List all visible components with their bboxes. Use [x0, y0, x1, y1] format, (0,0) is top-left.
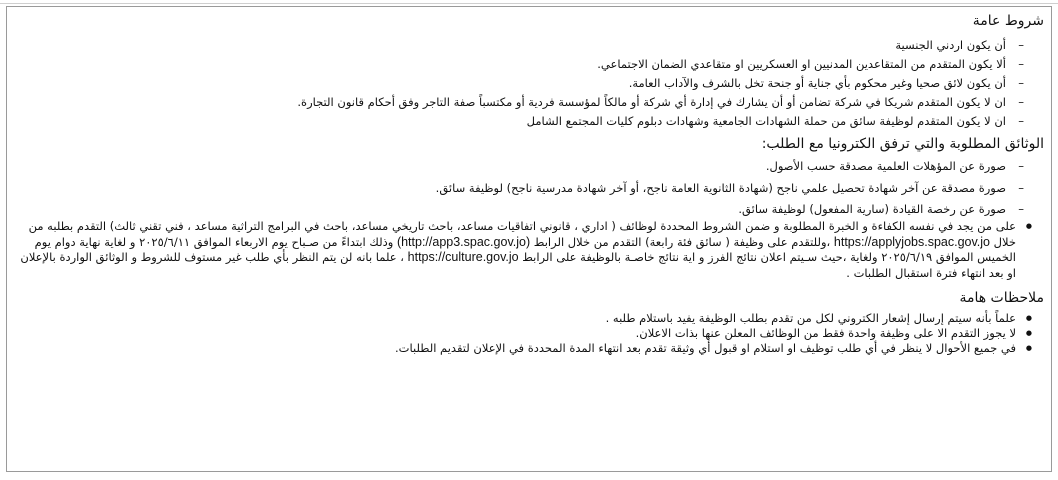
notice-text-2: ،وللتقدم على وظيفة ( سائق فئة رابعة) التقدم من خلال الرابط: [533, 234, 831, 249]
notice-text-1: على من يجد في نفسه الكفاءة و الخبرة المطلوبة و ضمن الشروط المحددة لوظائف ( اداري ، قانوني اتفاقيات مساعد، باحث تاريخي مساعد، باحث في البرامج التراثية مساعد ، فني تقني ثالث) التقدم بطلبه من خلال: [28, 219, 1016, 249]
list-item: – أن يكون اردني الجنسية: [14, 36, 1024, 55]
list-item: ● في جميع الأحوال لا ينظر في أي طلب توظيف او استلام او قبول أي وثيقة تقدم بعد انتهاء المدة المحددة في الإعلان لتقديم الطلبات.: [14, 341, 1032, 356]
list-item: ● لا يجوز التقدم الا على وظيفة واحدة فقط من الوظائف المعلن عنها بذات الاعلان.: [14, 326, 1032, 341]
application-notice: [14, 219, 1032, 281]
list-item: – ألا يكون المتقدم من المتقاعدين المدنيين او العسكريين او متقاعدي الضمان الاجتماعي.: [14, 55, 1024, 74]
important-notes-list: [14, 311, 1044, 356]
top-divider: [0, 0, 1058, 4]
list-item: ● علماً بأنه سيتم إرسال إشعار الكتروني لكل من تقدم بطلب الوظيفة يفيد باستلام طلبه .: [14, 311, 1032, 326]
list-item: – ان لا يكون المتقدم شريكا في شركة تضامن أو أن يشارك في إدارة أي شركة أو مالكاً لمؤسسة فردية أو مكتسباً صفة التاجر وفق أحكام قانون التجارة.: [14, 93, 1024, 112]
documents-list: [14, 157, 1044, 219]
list-item: – صورة عن رخصة القيادة (سارية المفعول) لوظيفة سائق.: [14, 200, 1024, 219]
general-conditions-title: شروط عامة: [972, 13, 1044, 29]
applyjobs-link[interactable]: https://applyjobs.spac.gov.jo: [833, 234, 991, 249]
culture-link[interactable]: https://culture.gov.jo: [407, 250, 519, 264]
general-conditions-list: [14, 36, 1044, 131]
app3-link[interactable]: (http://app3.spac.gov.jo): [396, 234, 531, 249]
list-item: – صورة عن المؤهلات العلمية مصدقة حسب الأصول.: [14, 157, 1024, 176]
notice-text-3: وذلك ابتداءً من صـباح يوم الاربعاء الموافق ٢٠٢٥/٦/١١ و لغاية نهاية دوام يوم الخميس الموافق ٢٠٢٥/٦/١٩ ولغاية ،حيث سـيتم اعلان نتائج الفرز و اية نتائج خاصـة بالوظيفة على الرابط: [34, 234, 1016, 264]
application-notice-list: [14, 219, 1044, 281]
list-item: – صورة مصدقة عن آخر شهادة تحصيل علمي ناجح (شهادة الثانوية العامة ناجح، أو آخر شهادة مدرسية ناجح) لوظيفة سائق.: [14, 176, 1024, 200]
list-item: – أن يكون لائق صحيا وغير محكوم بأي جناية أو جنحة تخل بالشرف والآداب العامة.: [14, 74, 1024, 93]
documents-title: الوثائق المطلوبة والتي ترفق الكترونيا مع الطلب:: [761, 136, 1044, 152]
list-item: – ان لا يكون المتقدم لوظيفة سائق من حملة الشهادات الجامعية وشهادات دبلوم كليات المجتمع الشامل: [14, 112, 1024, 131]
document-content: [14, 12, 1044, 356]
important-notes-title: ملاحظات هامة: [959, 290, 1044, 306]
notice-text-4: ، علما بانه لن يتم النظر بأي طلب غير مستوف للشروط و الوثائق الواردة بالإعلان او بعد انتهاء فترة استقبال الطلبات .: [20, 250, 1016, 280]
